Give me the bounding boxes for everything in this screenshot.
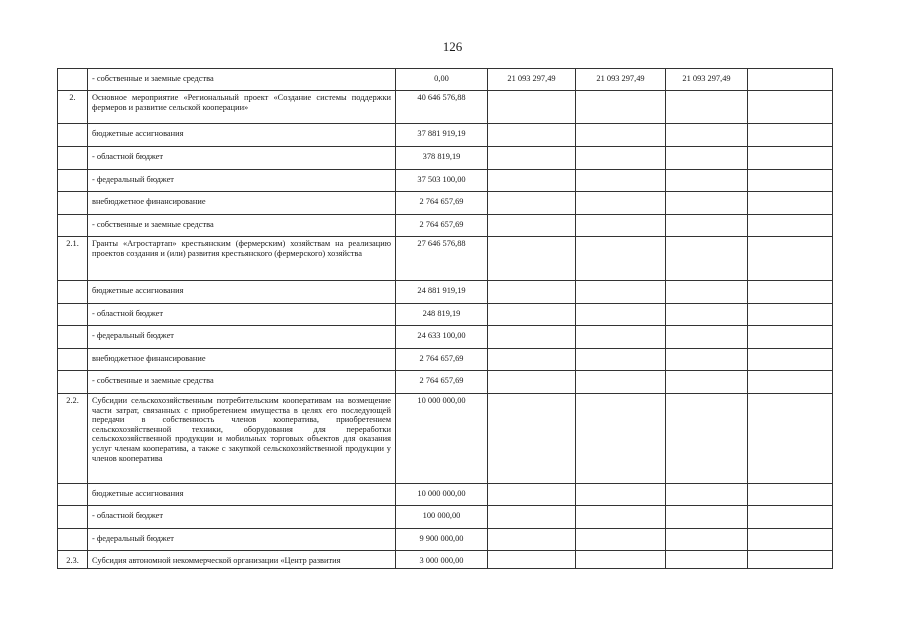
- row-total-cell: 3 000 000,00: [396, 551, 488, 569]
- table-row: [58, 192, 833, 215]
- row-value-cell-1: [488, 124, 576, 147]
- row-value-cell-4: [748, 192, 833, 215]
- row-value-cell-3: [666, 371, 748, 394]
- row-value-cell-4: [748, 371, 833, 394]
- row-description-cell: - федеральный бюджет: [88, 170, 396, 192]
- table-row: [58, 170, 833, 192]
- row-value-cell-2: [576, 124, 666, 147]
- row-description-cell: - областной бюджет: [88, 304, 396, 326]
- row-value-cell-3: [666, 484, 748, 506]
- row-value-cell-1: [488, 281, 576, 304]
- row-value-cell-3: [666, 281, 748, 304]
- row-total-cell: 2 764 657,69: [396, 371, 488, 394]
- row-value-cell-2: [576, 170, 666, 192]
- row-value-cell-1: [488, 551, 576, 569]
- row-value-cell-2: [576, 147, 666, 170]
- row-total-cell: 37 503 100,00: [396, 170, 488, 192]
- row-value-cell-2: [576, 484, 666, 506]
- row-value-cell-3: [666, 506, 748, 529]
- row-value-cell-4: [748, 349, 833, 371]
- row-value-cell-4: [748, 91, 833, 124]
- table-row: [58, 124, 833, 147]
- row-number-cell: [58, 349, 88, 371]
- row-number-cell: [58, 529, 88, 551]
- row-value-cell-3: [666, 529, 748, 551]
- row-number-cell: [58, 371, 88, 394]
- row-value-cell-1: [488, 506, 576, 529]
- row-value-cell-2: [576, 371, 666, 394]
- row-description-cell: - федеральный бюджет: [88, 529, 396, 551]
- row-description-cell: - собственные и заемные средства: [88, 69, 396, 91]
- row-value-cell-3: [666, 170, 748, 192]
- row-value-cell-4: [748, 304, 833, 326]
- row-value-cell-3: [666, 551, 748, 569]
- row-number-cell: 2.2.: [58, 394, 88, 484]
- row-total-cell: 10 000 000,00: [396, 394, 488, 484]
- row-value-cell-2: [576, 551, 666, 569]
- row-number-cell: [58, 124, 88, 147]
- row-number-cell: [58, 147, 88, 170]
- row-value-cell-3: [666, 124, 748, 147]
- row-number-cell: 2.: [58, 91, 88, 124]
- row-value-cell-2: [576, 326, 666, 349]
- row-value-cell-1: [488, 371, 576, 394]
- table-row: [58, 506, 833, 529]
- table-row: [58, 484, 833, 506]
- row-value-cell-3: [666, 394, 748, 484]
- row-value-cell-4: [748, 237, 833, 281]
- row-value-cell-4: [748, 69, 833, 91]
- row-value-cell-4: [748, 170, 833, 192]
- row-value-cell-1: [488, 215, 576, 237]
- row-value-cell-2: 21 093 297,49: [576, 69, 666, 91]
- row-number-cell: [58, 506, 88, 529]
- row-value-cell-1: [488, 192, 576, 215]
- row-value-cell-4: [748, 551, 833, 569]
- row-total-cell: 9 900 000,00: [396, 529, 488, 551]
- row-description-cell: Субсидия автономной некоммерческой организации «Центр развития: [88, 551, 396, 569]
- row-value-cell-2: [576, 304, 666, 326]
- row-value-cell-3: [666, 147, 748, 170]
- row-value-cell-2: [576, 349, 666, 371]
- row-value-cell-1: [488, 394, 576, 484]
- table-row: [58, 551, 833, 569]
- row-value-cell-2: [576, 237, 666, 281]
- row-value-cell-4: [748, 529, 833, 551]
- row-value-cell-1: [488, 147, 576, 170]
- row-number-cell: [58, 69, 88, 91]
- row-description-cell: бюджетные ассигнования: [88, 484, 396, 506]
- row-value-cell-2: [576, 192, 666, 215]
- row-value-cell-1: [488, 91, 576, 124]
- row-total-cell: 100 000,00: [396, 506, 488, 529]
- row-value-cell-3: [666, 91, 748, 124]
- row-value-cell-3: 21 093 297,49: [666, 69, 748, 91]
- table-row: [58, 349, 833, 371]
- table-row: [58, 304, 833, 326]
- row-description-cell: бюджетные ассигнования: [88, 124, 396, 147]
- row-value-cell-3: [666, 326, 748, 349]
- table-row: [58, 147, 833, 170]
- table-body: [58, 69, 833, 569]
- row-value-cell-3: [666, 215, 748, 237]
- row-total-cell: 0,00: [396, 69, 488, 91]
- row-total-cell: 2 764 657,69: [396, 192, 488, 215]
- row-total-cell: 40 646 576,88: [396, 91, 488, 124]
- row-total-cell: 27 646 576,88: [396, 237, 488, 281]
- row-total-cell: 24 633 100,00: [396, 326, 488, 349]
- row-value-cell-1: [488, 304, 576, 326]
- row-total-cell: 10 000 000,00: [396, 484, 488, 506]
- row-value-cell-3: [666, 349, 748, 371]
- row-value-cell-1: [488, 349, 576, 371]
- row-value-cell-4: [748, 484, 833, 506]
- row-description-cell: Субсидии сельскохозяйственным потребительским кооперативам на возмещение части затрат, связанных с приобретением имущества в целях его последующей передачи в собственность членов кооператива, приобретением сельскохозяйственной техники, оборудования для переработки сельскохозяйственной продукции и мобильных торговых объектов для оказания услуг членам кооператива, а также с закупкой сельскохозяйственной продукции у членов кооператива: [88, 394, 396, 484]
- row-description-cell: Основное мероприятие «Региональный проект «Создание системы поддержки фермеров и развитие сельской кооперации»: [88, 91, 396, 124]
- row-description-cell: - собственные и заемные средства: [88, 371, 396, 394]
- row-total-cell: 37 881 919,19: [396, 124, 488, 147]
- row-value-cell-3: [666, 304, 748, 326]
- row-value-cell-1: 21 093 297,49: [488, 69, 576, 91]
- row-number-cell: [58, 484, 88, 506]
- row-value-cell-4: [748, 124, 833, 147]
- row-value-cell-1: [488, 170, 576, 192]
- row-description-cell: внебюджетное финансирование: [88, 192, 396, 215]
- row-total-cell: 378 819,19: [396, 147, 488, 170]
- row-number-cell: [58, 326, 88, 349]
- table-row: [58, 371, 833, 394]
- row-value-cell-1: [488, 237, 576, 281]
- row-value-cell-4: [748, 215, 833, 237]
- row-value-cell-3: [666, 237, 748, 281]
- row-total-cell: 24 881 919,19: [396, 281, 488, 304]
- table-row: [58, 281, 833, 304]
- row-value-cell-2: [576, 529, 666, 551]
- row-description-cell: - собственные и заемные средства: [88, 215, 396, 237]
- row-value-cell-4: [748, 326, 833, 349]
- table-row: [58, 91, 833, 124]
- row-value-cell-4: [748, 281, 833, 304]
- row-number-cell: [58, 192, 88, 215]
- row-number-cell: [58, 170, 88, 192]
- row-number-cell: 2.3.: [58, 551, 88, 569]
- row-value-cell-2: [576, 394, 666, 484]
- row-description-cell: Гранты «Агростартап» крестьянским (фермерским) хозяйствам на реализацию проектов создания и (или) развития крестьянского (фермерского) хозяйства: [88, 237, 396, 281]
- row-number-cell: [58, 304, 88, 326]
- row-description-cell: - областной бюджет: [88, 506, 396, 529]
- table-row: [58, 215, 833, 237]
- row-value-cell-4: [748, 147, 833, 170]
- row-description-cell: - федеральный бюджет: [88, 326, 396, 349]
- table-row: [58, 69, 833, 91]
- row-description-cell: внебюджетное финансирование: [88, 349, 396, 371]
- row-total-cell: 2 764 657,69: [396, 215, 488, 237]
- table-row: [58, 529, 833, 551]
- row-value-cell-1: [488, 529, 576, 551]
- row-number-cell: 2.1.: [58, 237, 88, 281]
- row-value-cell-2: [576, 91, 666, 124]
- page-number: 126: [442, 39, 463, 54]
- row-value-cell-2: [576, 215, 666, 237]
- row-total-cell: 248 819,19: [396, 304, 488, 326]
- row-description-cell: - областной бюджет: [88, 147, 396, 170]
- table-row: [58, 326, 833, 349]
- table-row: [58, 237, 833, 281]
- table-row: [58, 394, 833, 484]
- row-value-cell-1: [488, 326, 576, 349]
- row-number-cell: [58, 215, 88, 237]
- row-number-cell: [58, 281, 88, 304]
- row-value-cell-2: [576, 506, 666, 529]
- row-value-cell-1: [488, 484, 576, 506]
- row-description-cell: бюджетные ассигнования: [88, 281, 396, 304]
- row-value-cell-2: [576, 281, 666, 304]
- row-total-cell: 2 764 657,69: [396, 349, 488, 371]
- row-value-cell-3: [666, 192, 748, 215]
- budget-table: [57, 68, 833, 569]
- row-value-cell-4: [748, 506, 833, 529]
- row-value-cell-4: [748, 394, 833, 484]
